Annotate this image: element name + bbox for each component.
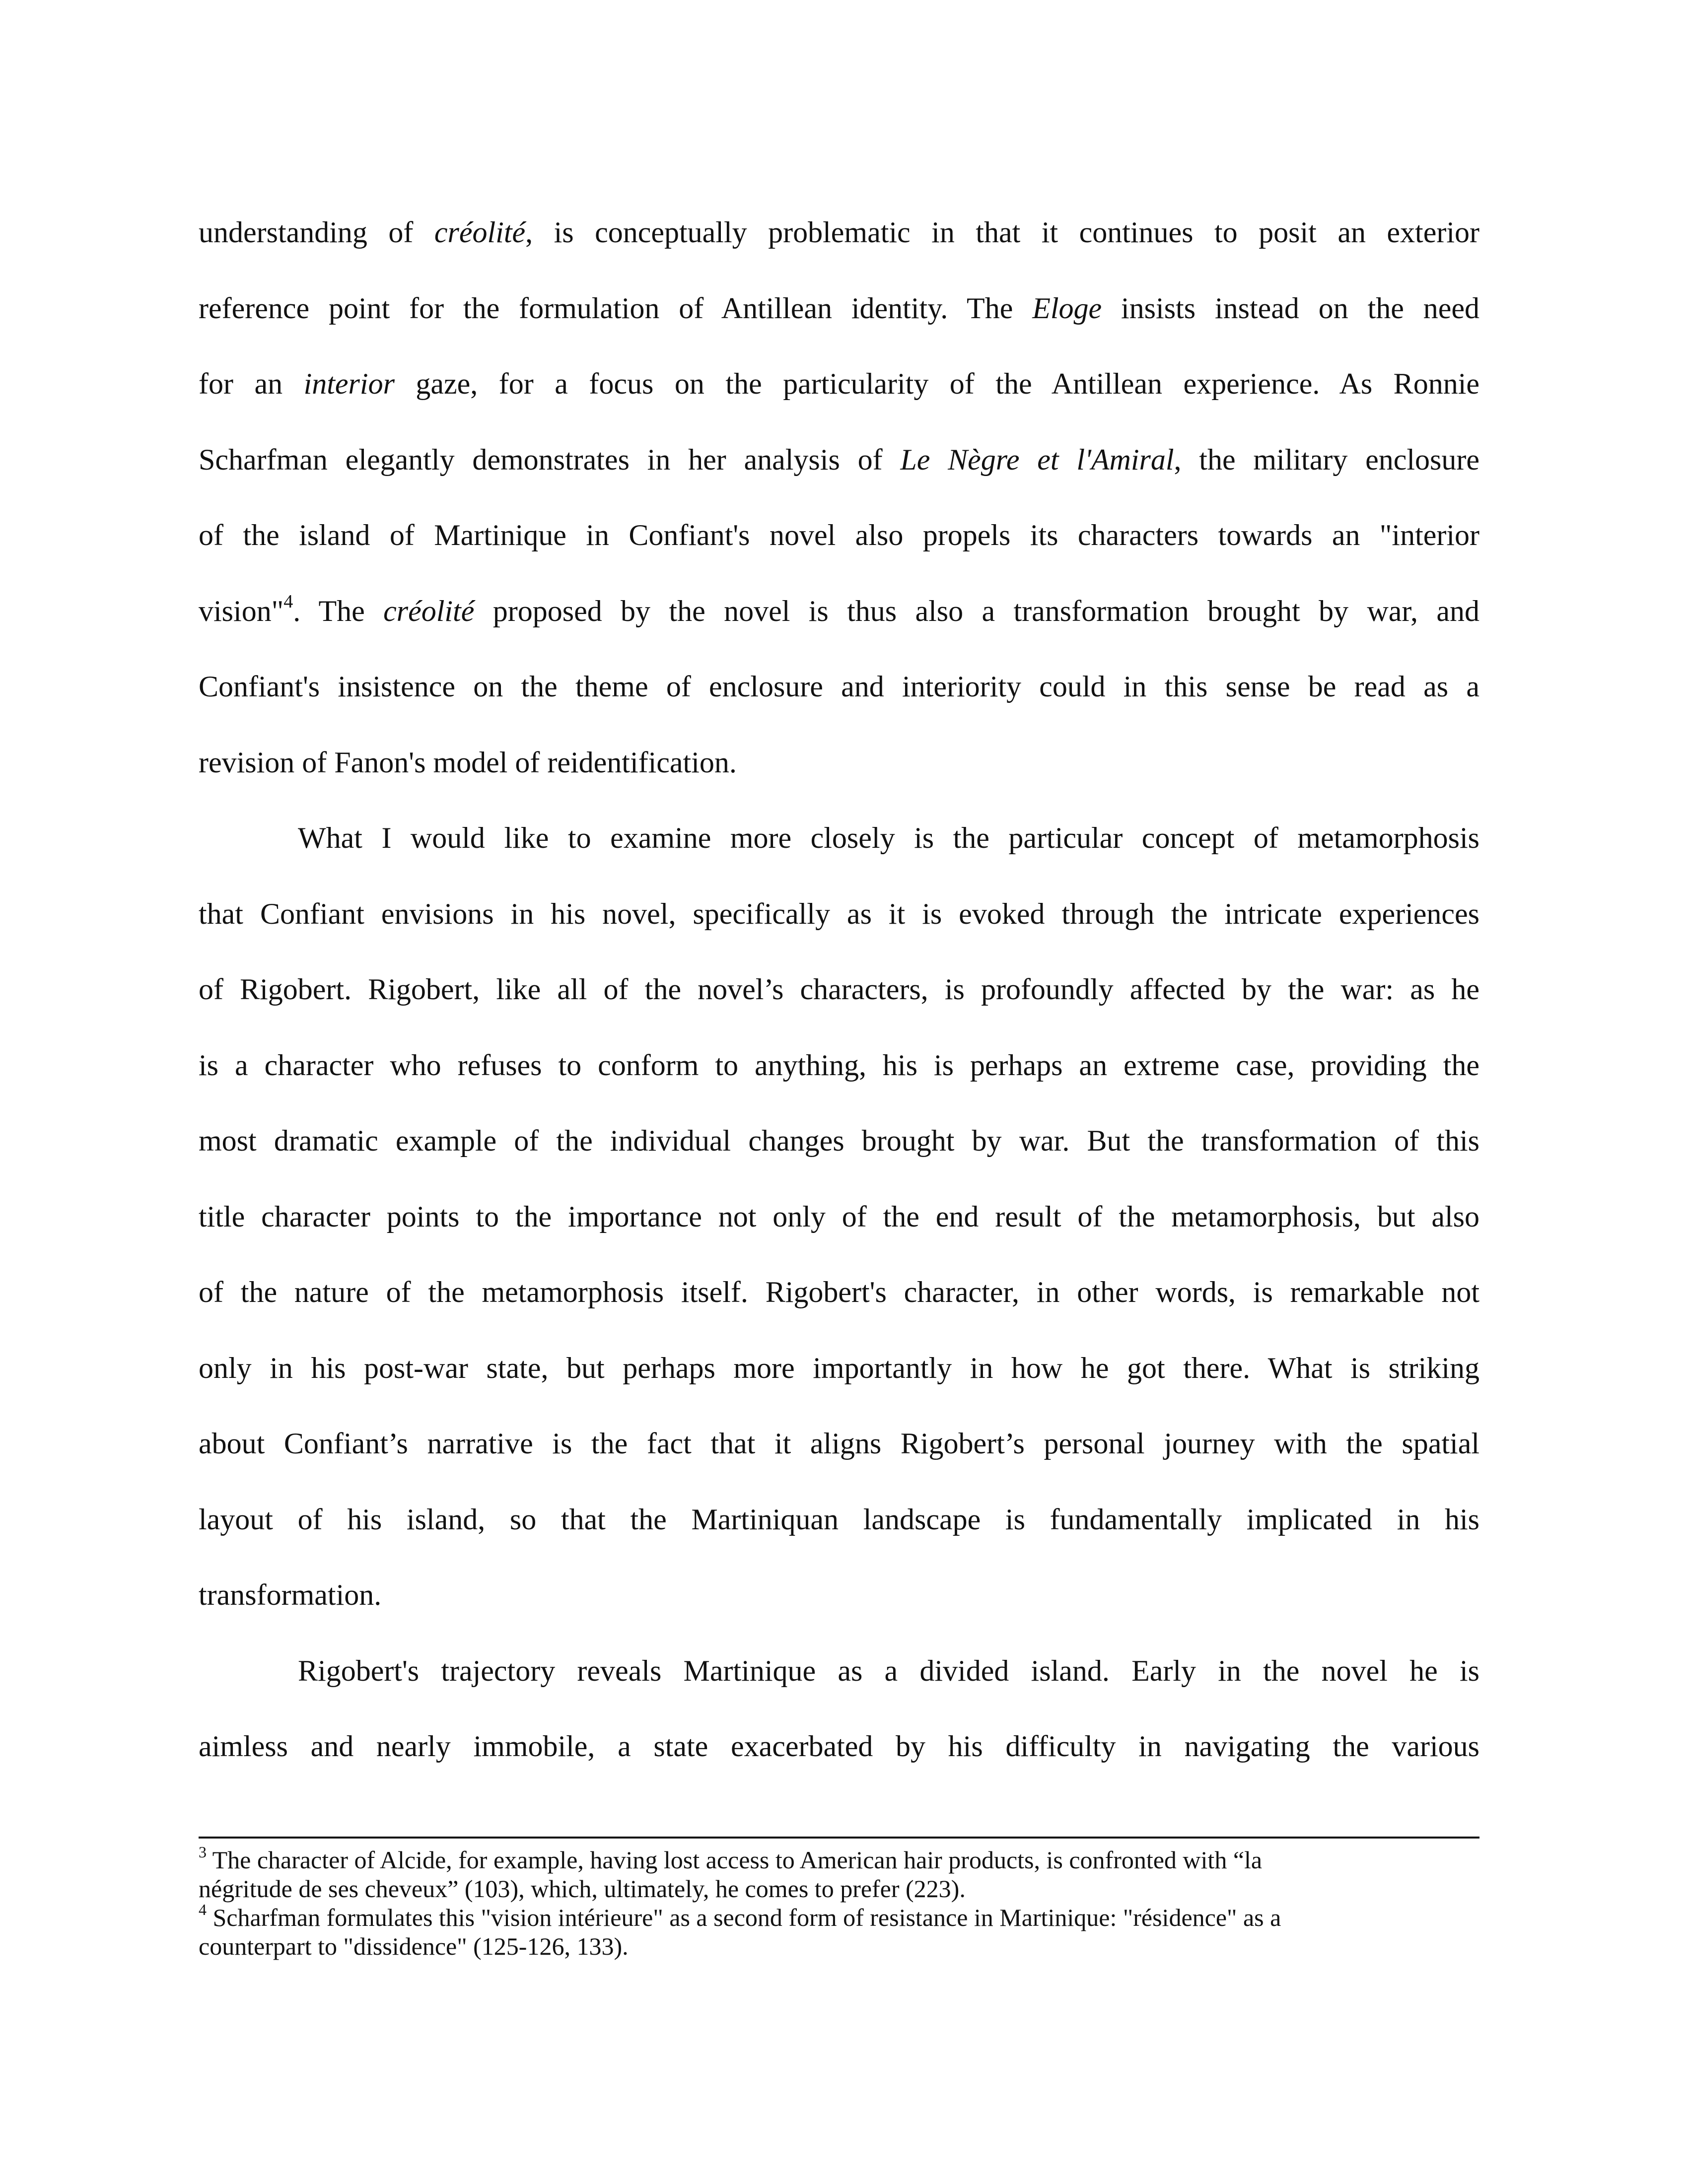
footnotes	[199, 1845, 1479, 1961]
text-line: What I would like to examine more closely is the particular concept of metamorphosis	[298, 821, 1479, 854]
text-line: reference point for the formulation of Antillean identity. The Eloge insists instead on the need	[199, 291, 1479, 325]
text-line: is a character who refuses to conform to anything, his is perhaps an extreme case, providing the	[199, 1048, 1479, 1082]
paragraph-3	[199, 1633, 1479, 1784]
footnote-mark-3: 3	[199, 1843, 207, 1861]
text-line: Rigobert's trajectory reveals Martinique as a divided island. Early in the novel he is	[298, 1654, 1479, 1687]
footnote-divider	[199, 1837, 1479, 1839]
footnote-4	[199, 1903, 1479, 1961]
text-line: about Confiant’s narrative is the fact that it aligns Rigobert’s personal journey with the spatial	[199, 1427, 1479, 1460]
paragraph-2	[199, 800, 1479, 1633]
text-line: vision"$^4$. The créolité proposed by the novel is thus also a transformation brought by war, and	[199, 591, 1479, 627]
text-line: transformation.	[199, 1578, 382, 1611]
text-line: of the nature of the metamorphosis itself. Rigobert's character, in other words, is remarkable not	[199, 1276, 1479, 1308]
footnote-3	[199, 1845, 1479, 1903]
footnote-mark-4: 4	[199, 1901, 207, 1919]
text-line: aimless and nearly immobile, a state exacerbated by his difficulty in navigating the various	[199, 1730, 1479, 1763]
footnote-line: $^3$ The character of Alcide, for example, having lost access to American hair products, is confronted with “la	[199, 1843, 1263, 1874]
italic-term: interior	[303, 367, 395, 400]
footnote-line: $^4$ Scharfman formulates this "vision intérieure" as a second form of resistance in Martinique: "résidence" as a	[199, 1901, 1281, 1931]
text-line: Confiant's insistence on the theme of enclosure and interiority could in this sense be read as a	[199, 670, 1479, 703]
body-text	[199, 195, 1479, 1784]
text-line: most dramatic example of the individual changes brought by war. But the transformation of this	[199, 1124, 1479, 1157]
text-line: title character points to the importance not only of the end result of the metamorphosis, but also	[199, 1200, 1479, 1233]
text-line: of the island of Martinique in Confiant's novel also propels its characters towards an "interior	[199, 519, 1479, 551]
paragraph-1	[199, 195, 1479, 800]
text-line: revision of Fanon's model of reidentification.	[199, 746, 737, 779]
text-line: of Rigobert. Rigobert, like all of the novel’s characters, is profoundly affected by the war: as he	[199, 973, 1479, 1006]
text-line: that Confiant envisions in his novel, specifically as it is evoked through the intricate experiences	[199, 897, 1479, 930]
text-line: only in his post-war state, but perhaps more importantly in how he got there. What is striking	[199, 1351, 1479, 1384]
footnote-line: counterpart to "dissidence" (125-126, 133).	[199, 1932, 629, 1960]
text-line: layout of his island, so that the Martiniquan landscape is fundamentally implicated in his	[199, 1502, 1479, 1536]
italic-term: créolité	[383, 594, 475, 627]
text-line: understanding of créolité, is conceptually problematic in that it continues to posit an exterior	[199, 216, 1479, 249]
text-line: for an interior gaze, for a focus on the particularity of the Antillean experience. As Ronnie	[199, 367, 1479, 400]
footnote-ref-4[interactable]: 4	[283, 591, 293, 612]
footnote-line: négritude de ses cheveux” (103), which, ultimately, he comes to prefer (223).	[199, 1875, 966, 1903]
text-line: Scharfman elegantly demonstrates in her analysis of Le Nègre et l'Amiral, the military enclosure	[199, 443, 1479, 476]
italic-title: Le Nègre et l'Amiral	[900, 443, 1174, 476]
italic-term: créolité	[434, 216, 526, 249]
italic-title: Eloge	[1032, 291, 1102, 325]
